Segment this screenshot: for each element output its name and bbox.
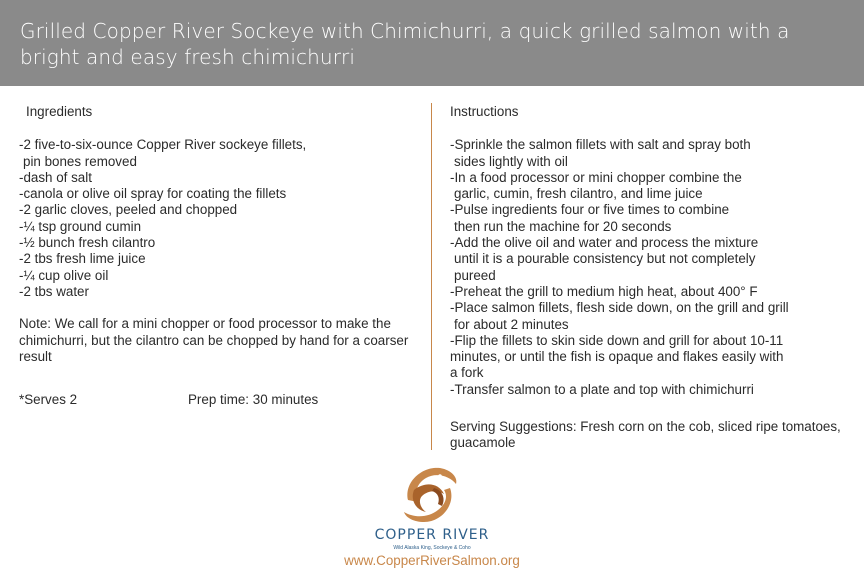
instruction-line: for about 2 minutes	[454, 316, 569, 332]
instruction-line: -Transfer salmon to a plate and top with chimichurri	[450, 381, 754, 397]
ingredient-line: -canola or olive oil spray for coating the fillets	[19, 186, 287, 202]
ingredients-column	[19, 104, 409, 365]
ingredient-line: -2 garlic cloves, peeled and chopped	[19, 202, 238, 218]
instruction-line: -Add the olive oil and water and process the mixture	[450, 235, 759, 251]
brand-tagline: Wild Alaska King, Sockeye & Coho	[393, 545, 471, 551]
instruction-line: a fork	[450, 365, 484, 381]
ingredient-line: -2 tbs fresh lime juice	[19, 251, 146, 267]
recipe-title: Grilled Copper River Sockeye with Chimichurri, a quick grilled salmon with a bright and easy fresh chimichurri	[20, 19, 790, 69]
ingredient-line: -dash of salt	[19, 169, 92, 185]
ingredient-line: -½ bunch fresh cilantro	[19, 235, 156, 251]
instruction-line: -Place salmon fillets, flesh side down, on the grill and grill	[450, 300, 789, 316]
prep-time: Prep time: 30 minutes	[188, 392, 319, 407]
website-link[interactable]: www.CopperRiverSalmon.org	[344, 553, 520, 568]
header-banner	[0, 0, 864, 86]
instruction-line: until it is a pourable consistency but not completely	[454, 251, 756, 267]
instruction-line: then run the machine for 20 seconds	[454, 218, 672, 234]
serves-count: *Serves 2	[19, 392, 78, 407]
instructions-column	[450, 104, 850, 452]
ingredient-line: -2 five-to-six-ounce Copper River sockeye fillets,	[19, 137, 307, 153]
instruction-line: sides lightly with oil	[454, 153, 568, 169]
serving-suggestions: Serving Suggestions: Fresh corn on the cob, sliced ripe tomatoes, guacamole	[450, 419, 841, 451]
instruction-line: -In a food processor or mini chopper combine the	[450, 169, 742, 185]
ingredients-list	[19, 137, 409, 300]
instruction-line: -Pulse ingredients four or five times to combine	[450, 202, 730, 218]
instruction-line: -Sprinkle the salmon fillets with salt and spray both	[450, 137, 751, 153]
ingredient-line: -¼ tsp ground cumin	[19, 218, 142, 234]
instruction-line: minutes, or until the fish is opaque and flakes easily with	[450, 349, 784, 365]
ingredient-line: pin bones removed	[23, 153, 137, 169]
column-divider	[431, 103, 432, 450]
ingredient-line: -¼ cup olive oil	[19, 267, 109, 283]
preparation-note: Note: We call for a mini chopper or food processor to make the chimichurri, but the cilantro can be chopped by hand for a coarser result	[19, 316, 409, 364]
instruction-line: -Preheat the grill to medium high heat, about 400° F	[450, 283, 758, 299]
ingredients-heading: Ingredients	[26, 104, 93, 119]
salmon-logo-icon	[394, 460, 464, 528]
instructions-list	[450, 137, 850, 398]
ingredient-line: -2 tbs water	[19, 283, 89, 299]
instruction-line: -Flip the fillets to skin side down and grill for about 10-11	[450, 332, 784, 348]
instruction-line: pureed	[454, 267, 496, 283]
instructions-heading: Instructions	[450, 104, 519, 119]
instruction-line: garlic, cumin, fresh cilantro, and lime juice	[454, 186, 703, 202]
brand-name: COPPER RIVER	[374, 527, 490, 543]
